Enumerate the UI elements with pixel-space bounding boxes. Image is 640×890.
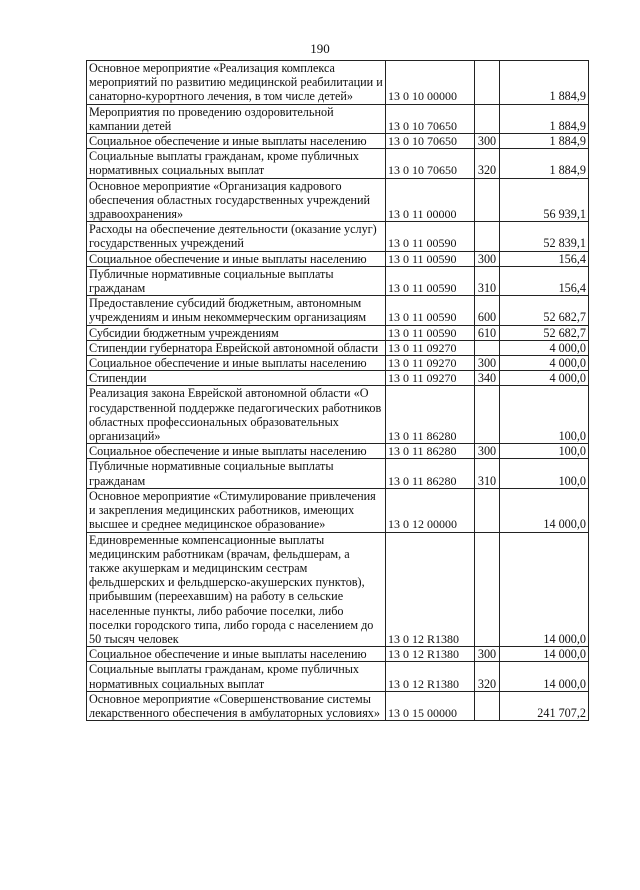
cell-name: Социальные выплаты гражданам, кроме публичных нормативных социальных выплат bbox=[87, 149, 386, 178]
cell-name: Единовременные компенсационные выплаты медицинским работникам (врачам, фельдшерам, а также акушеркам и медицинским сестрам фельдшерских и фельдшерско-акушерских пунктов), прибывшим (переехавшим) на работу в сельские населенные пункты, либо рабочие поселки, либо поселки городского типа, либо города с населением до 50 тысяч человек bbox=[87, 532, 386, 647]
cell-name: Основное мероприятие «Стимулирование привлечения и закрепления медицинских работников, имеющих высшее и среднее медицинское образование» bbox=[87, 488, 386, 532]
table-row bbox=[87, 325, 589, 340]
cell-code: 13 0 12 R1380 bbox=[386, 647, 475, 662]
cell-code: 13 0 11 86280 bbox=[386, 459, 475, 488]
table-row bbox=[87, 356, 589, 371]
table-row bbox=[87, 251, 589, 266]
cell-sum: 14 000,0 bbox=[500, 488, 589, 532]
cell-code: 13 0 15 00000 bbox=[386, 691, 475, 720]
cell-type: 300 bbox=[475, 444, 500, 459]
cell-sum: 56 939,1 bbox=[500, 178, 589, 222]
cell-code: 13 0 11 86280 bbox=[386, 386, 475, 444]
cell-name: Социальное обеспечение и иные выплаты населению bbox=[87, 356, 386, 371]
table-row bbox=[87, 647, 589, 662]
cell-sum: 100,0 bbox=[500, 444, 589, 459]
cell-type: 300 bbox=[475, 356, 500, 371]
cell-code: 13 0 10 70650 bbox=[386, 149, 475, 178]
cell-type bbox=[475, 532, 500, 647]
cell-type: 300 bbox=[475, 134, 500, 149]
cell-sum: 1 884,9 bbox=[500, 104, 589, 133]
cell-sum: 1 884,9 bbox=[500, 61, 589, 105]
cell-name: Реализация закона Еврейской автономной области «О государственной поддержке педагогических работников областных профессиональных образовательных организаций» bbox=[87, 386, 386, 444]
table-row bbox=[87, 104, 589, 133]
cell-type bbox=[475, 104, 500, 133]
table-row bbox=[87, 444, 589, 459]
cell-type bbox=[475, 61, 500, 105]
cell-name: Социальное обеспечение и иные выплаты населению bbox=[87, 251, 386, 266]
cell-code: 13 0 11 09270 bbox=[386, 371, 475, 386]
cell-name: Основное мероприятие «Организация кадрового обеспечения областных государственных учреждений здравоохранения» bbox=[87, 178, 386, 222]
cell-code: 13 0 10 70650 bbox=[386, 104, 475, 133]
cell-type bbox=[475, 178, 500, 222]
cell-type bbox=[475, 691, 500, 720]
cell-code: 13 0 12 R1380 bbox=[386, 532, 475, 647]
table-row bbox=[87, 386, 589, 444]
cell-type: 300 bbox=[475, 251, 500, 266]
cell-name: Основное мероприятие «Реализация комплекса мероприятий по развитию медицинской реабилитации и санаторно-курортного лечения, в том числе детей» bbox=[87, 61, 386, 105]
cell-sum: 52 682,7 bbox=[500, 296, 589, 325]
table-row bbox=[87, 178, 589, 222]
cell-type bbox=[475, 386, 500, 444]
table-row bbox=[87, 532, 589, 647]
cell-type bbox=[475, 488, 500, 532]
table-row bbox=[87, 296, 589, 325]
cell-code: 13 0 11 00590 bbox=[386, 325, 475, 340]
cell-name: Расходы на обеспечение деятельности (оказание услуг) государственных учреждений bbox=[87, 222, 386, 251]
cell-sum: 14 000,0 bbox=[500, 647, 589, 662]
table-row bbox=[87, 61, 589, 105]
table-row bbox=[87, 266, 589, 295]
table-row bbox=[87, 662, 589, 691]
cell-name: Субсидии бюджетным учреждениям bbox=[87, 325, 386, 340]
cell-sum: 52 682,7 bbox=[500, 325, 589, 340]
cell-name: Мероприятия по проведению оздоровительной кампании детей bbox=[87, 104, 386, 133]
cell-type: 310 bbox=[475, 459, 500, 488]
budget-table bbox=[86, 60, 589, 721]
cell-code: 13 0 11 09270 bbox=[386, 356, 475, 371]
cell-code: 13 0 10 00000 bbox=[386, 61, 475, 105]
table-row bbox=[87, 459, 589, 488]
cell-sum: 4 000,0 bbox=[500, 371, 589, 386]
cell-code: 13 0 11 00590 bbox=[386, 266, 475, 295]
cell-type: 320 bbox=[475, 149, 500, 178]
table-row bbox=[87, 340, 589, 355]
cell-code: 13 0 11 00590 bbox=[386, 296, 475, 325]
cell-name: Стипендии губернатора Еврейской автономной области bbox=[87, 340, 386, 355]
cell-type: 320 bbox=[475, 662, 500, 691]
cell-type: 300 bbox=[475, 647, 500, 662]
cell-sum: 4 000,0 bbox=[500, 356, 589, 371]
cell-type: 310 bbox=[475, 266, 500, 295]
cell-code: 13 0 11 09270 bbox=[386, 340, 475, 355]
cell-name: Стипендии bbox=[87, 371, 386, 386]
cell-sum: 100,0 bbox=[500, 386, 589, 444]
table-row bbox=[87, 222, 589, 251]
cell-type: 600 bbox=[475, 296, 500, 325]
cell-sum: 1 884,9 bbox=[500, 149, 589, 178]
cell-name: Социальное обеспечение и иные выплаты населению bbox=[87, 134, 386, 149]
cell-sum: 241 707,2 bbox=[500, 691, 589, 720]
cell-type bbox=[475, 340, 500, 355]
table-row bbox=[87, 488, 589, 532]
cell-code: 13 0 11 00000 bbox=[386, 178, 475, 222]
cell-sum: 156,4 bbox=[500, 266, 589, 295]
cell-code: 13 0 10 70650 bbox=[386, 134, 475, 149]
cell-name: Основное мероприятие «Совершенствование системы лекарственного обеспечения в амбулаторных условиях» bbox=[87, 691, 386, 720]
cell-code: 13 0 11 86280 bbox=[386, 444, 475, 459]
cell-sum: 156,4 bbox=[500, 251, 589, 266]
table-row bbox=[87, 134, 589, 149]
cell-code: 13 0 12 R1380 bbox=[386, 662, 475, 691]
cell-sum: 1 884,9 bbox=[500, 134, 589, 149]
page-number: 190 bbox=[310, 41, 330, 56]
cell-name: Предоставление субсидий бюджетным, автономным учреждениям и иным некоммерческим организациям bbox=[87, 296, 386, 325]
cell-type: 340 bbox=[475, 371, 500, 386]
table-row bbox=[87, 371, 589, 386]
cell-code: 13 0 11 00590 bbox=[386, 222, 475, 251]
table-row bbox=[87, 149, 589, 178]
budget-table-body bbox=[87, 61, 589, 721]
cell-type: 610 bbox=[475, 325, 500, 340]
cell-sum: 14 000,0 bbox=[500, 532, 589, 647]
cell-name: Социальное обеспечение и иные выплаты населению bbox=[87, 444, 386, 459]
cell-sum: 52 839,1 bbox=[500, 222, 589, 251]
cell-code: 13 0 12 00000 bbox=[386, 488, 475, 532]
cell-name: Публичные нормативные социальные выплаты гражданам bbox=[87, 266, 386, 295]
cell-code: 13 0 11 00590 bbox=[386, 251, 475, 266]
cell-sum: 14 000,0 bbox=[500, 662, 589, 691]
cell-sum: 100,0 bbox=[500, 459, 589, 488]
table-row bbox=[87, 691, 589, 720]
cell-name: Социальное обеспечение и иные выплаты населению bbox=[87, 647, 386, 662]
cell-name: Публичные нормативные социальные выплаты гражданам bbox=[87, 459, 386, 488]
cell-type bbox=[475, 222, 500, 251]
cell-sum: 4 000,0 bbox=[500, 340, 589, 355]
cell-name: Социальные выплаты гражданам, кроме публичных нормативных социальных выплат bbox=[87, 662, 386, 691]
